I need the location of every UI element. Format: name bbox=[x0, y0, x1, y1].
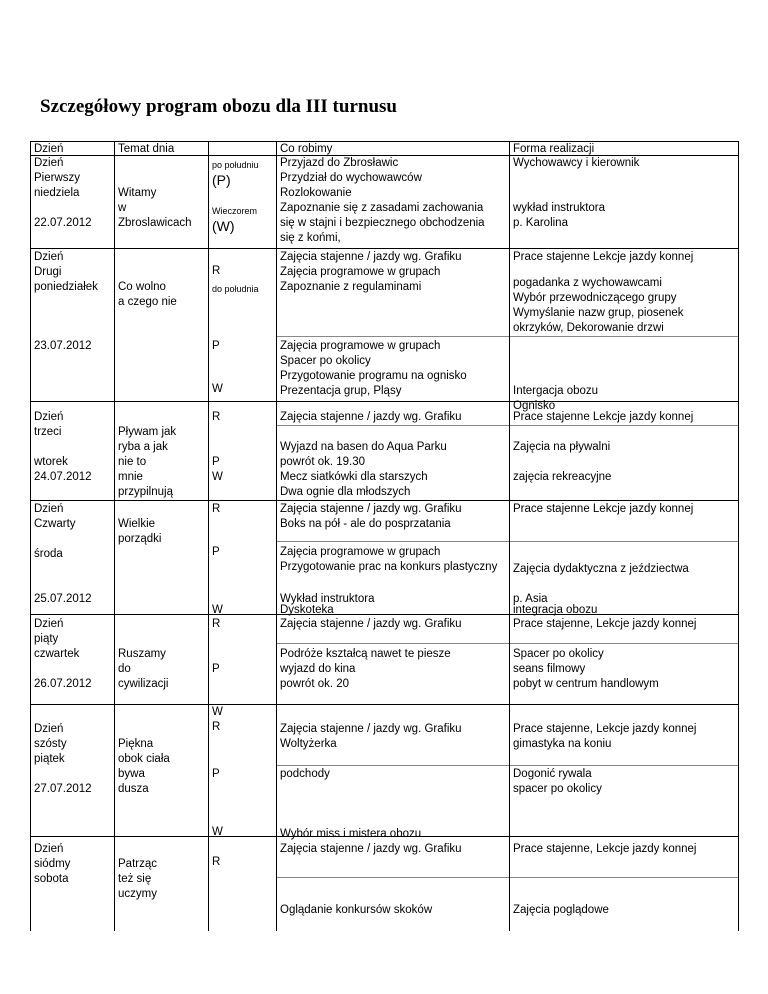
column-border bbox=[276, 141, 277, 931]
activity: Przyjazd do Zbrosławic bbox=[280, 157, 399, 169]
session-code: W bbox=[212, 826, 223, 838]
activity: podchody bbox=[280, 768, 330, 780]
activity: Podróże kształcą nawet te piesze bbox=[280, 648, 451, 660]
date: 26.07.2012 bbox=[34, 678, 92, 690]
topic-line: Wielkie bbox=[118, 518, 156, 530]
day-label: Dzień bbox=[34, 411, 64, 423]
session-code: R bbox=[212, 856, 221, 868]
form: Zajęcia na pływalni bbox=[513, 441, 611, 453]
form: Prace stajenne Lekcje jazdy konnej bbox=[513, 411, 694, 423]
session-label: po południu bbox=[212, 160, 259, 170]
day-label: Dzień bbox=[34, 251, 64, 263]
day-name: Drugi bbox=[34, 266, 62, 278]
activity: Zajęcia stajenne / jazdy wg. Grafiku bbox=[280, 411, 462, 423]
row-separator bbox=[30, 401, 739, 402]
session-code: R bbox=[212, 618, 221, 630]
activity: Woltyżerka bbox=[280, 738, 337, 750]
subrow-line bbox=[276, 877, 739, 878]
session-code: P bbox=[212, 663, 220, 675]
day-label: Dzień bbox=[34, 157, 64, 169]
session-code: R bbox=[212, 721, 221, 733]
form: zajęcia rekreacyjne bbox=[513, 471, 612, 483]
form: Wychowawcy i kierownik bbox=[513, 157, 640, 169]
column-border bbox=[114, 141, 115, 931]
day-name: szósty bbox=[34, 738, 67, 750]
session-code: W bbox=[212, 706, 223, 718]
form: p. Karolina bbox=[513, 217, 568, 229]
activity: Zajęcia programowe w grupach bbox=[280, 340, 441, 352]
column-border bbox=[509, 141, 510, 931]
date: 23.07.2012 bbox=[34, 340, 92, 352]
row-separator bbox=[30, 614, 739, 615]
activity: Prezentacja grup, Pląsy bbox=[280, 385, 402, 397]
topic-line: obok ciała bbox=[118, 753, 170, 765]
activity: Rozlokowanie bbox=[280, 187, 352, 199]
form: Zajęcia dydaktyczna z jeździectwa bbox=[513, 563, 689, 575]
column-border bbox=[208, 141, 209, 931]
activity: Wybór miss i mistera obozu bbox=[280, 828, 422, 840]
form: Ognisko bbox=[513, 400, 556, 412]
day-label: Dzień bbox=[34, 843, 64, 855]
activity: Przygotowanie programu na ognisko bbox=[280, 370, 467, 382]
topic-line: uczymy bbox=[118, 888, 157, 900]
form: Dogonić rywala bbox=[513, 768, 592, 780]
activity: Dwa ognie dla młodszych bbox=[280, 486, 411, 498]
date: 22.07.2012 bbox=[34, 217, 92, 229]
row-separator bbox=[30, 704, 739, 705]
session-code: R bbox=[212, 503, 221, 515]
subrow-line bbox=[276, 765, 739, 766]
topic-line: do bbox=[118, 663, 131, 675]
topic-line: Zbroslawicach bbox=[118, 217, 192, 229]
weekday: środa bbox=[34, 548, 63, 560]
session-code: P bbox=[212, 456, 220, 468]
subrow-line bbox=[276, 336, 739, 337]
weekday: niedziela bbox=[34, 187, 80, 199]
day-label: Dzień bbox=[34, 723, 64, 735]
topic-line: Pływam jak bbox=[118, 426, 177, 438]
activity: Zajęcia stajenne / jazdy wg. Grafiku bbox=[280, 503, 462, 515]
form: Prace stajenne Lekcje jazdy konnej bbox=[513, 251, 694, 263]
topic-line: a czego nie bbox=[118, 296, 177, 308]
session-code: W bbox=[212, 471, 223, 483]
activity: Przygotowanie prac na konkurs plastyczny bbox=[280, 561, 498, 573]
form: okrzyków, Dekorowanie drzwi bbox=[513, 322, 664, 334]
form: spacer po okolicy bbox=[513, 783, 602, 795]
topic-line: Ruszamy bbox=[118, 648, 166, 660]
session-code: R bbox=[212, 265, 221, 277]
weekday: czwartek bbox=[34, 648, 80, 660]
form: Wymyślanie nazw grup, piosenek bbox=[513, 307, 684, 319]
form: Intergacja obozu bbox=[513, 385, 599, 397]
activity: Zajęcia stajenne / jazdy wg. Grafiku bbox=[280, 251, 462, 263]
session-code: P bbox=[212, 340, 220, 352]
session-code: (P) bbox=[212, 172, 231, 188]
row-separator bbox=[30, 500, 739, 501]
activity: Zapoznanie z regulaminami bbox=[280, 281, 422, 293]
topic-line: Piękna bbox=[118, 738, 154, 750]
date: 27.07.2012 bbox=[34, 783, 92, 795]
day-name: siódmy bbox=[34, 858, 71, 870]
topic-line: Patrząc bbox=[118, 858, 157, 870]
form: Prace stajenne, Lekcje jazdy konnej bbox=[513, 843, 697, 855]
activity: Spacer po okolicy bbox=[280, 355, 371, 367]
session-code: (W) bbox=[212, 218, 235, 234]
activity: się z końmi, bbox=[280, 232, 341, 244]
activity: Mecz siatkówki dla starszych bbox=[280, 471, 428, 483]
activity: Dyskoteka bbox=[280, 604, 334, 616]
weekday: piątek bbox=[34, 753, 65, 765]
topic-line: bywa bbox=[118, 768, 145, 780]
activity: Boks na pół - ale do posprzatania bbox=[280, 518, 451, 530]
activity: Zajęcia stajenne / jazdy wg. Grafiku bbox=[280, 723, 462, 735]
topic-line: dusza bbox=[118, 783, 149, 795]
topic-line: przypilnują bbox=[118, 486, 173, 498]
topic-line: cywilizacji bbox=[118, 678, 169, 690]
date: 24.07.2012 bbox=[34, 471, 92, 483]
header-form: Forma realizacji bbox=[513, 143, 595, 155]
form: Prace stajenne, Lekcje jazdy konnej bbox=[513, 618, 697, 630]
activity: Oglądanie konkursów skoków bbox=[280, 904, 433, 916]
activity: Zajęcia stajenne / jazdy wg. Grafiku bbox=[280, 843, 462, 855]
topic-line: też się bbox=[118, 873, 152, 885]
form: Prace stajenne Lekcje jazdy konnej bbox=[513, 503, 694, 515]
topic-line: w bbox=[118, 202, 127, 214]
day-name: piąty bbox=[34, 633, 59, 645]
form: Zajęcia poglądowe bbox=[513, 904, 609, 916]
topic-line: mnie bbox=[118, 471, 143, 483]
page-title: Szczegółowy program obozu dla III turnusu bbox=[40, 96, 397, 117]
subrow-line bbox=[276, 541, 739, 542]
subrow-line bbox=[276, 425, 739, 426]
form: pobyt w centrum handlowym bbox=[513, 678, 659, 690]
date: 25.07.2012 bbox=[34, 593, 92, 605]
day-name: Czwarty bbox=[34, 518, 76, 530]
topic-line: ryba a jak bbox=[118, 441, 168, 453]
activity: Wykład instruktora bbox=[280, 593, 375, 605]
column-border bbox=[30, 141, 31, 931]
topic-line: Co wolno bbox=[118, 281, 166, 293]
form: Spacer po okolicy bbox=[513, 648, 604, 660]
session-code: W bbox=[212, 604, 223, 616]
weekday: poniedziałek bbox=[34, 281, 98, 293]
activity: Przydział do wychowawców bbox=[280, 172, 422, 184]
session-code: P bbox=[212, 768, 220, 780]
day-name: Pierwszy bbox=[34, 172, 81, 184]
header-day: Dzień bbox=[34, 143, 64, 155]
form: p. Asia bbox=[513, 593, 548, 605]
activity: wyjazd do kina bbox=[280, 663, 356, 675]
activity: Zajęcia programowe w grupach bbox=[280, 266, 441, 278]
header-topic: Temat dnia bbox=[118, 143, 175, 155]
activity: Zajęcia stajenne / jazdy wg. Grafiku bbox=[280, 618, 462, 630]
form: wykład instruktora bbox=[513, 202, 606, 214]
form: seans filmowy bbox=[513, 663, 586, 675]
form: Prace stajenne, Lekcje jazdy konnej bbox=[513, 723, 697, 735]
form: gimastyka na koniu bbox=[513, 738, 612, 750]
subrow-line bbox=[276, 643, 739, 644]
column-border bbox=[738, 141, 739, 931]
activity: Wyjazd na basen do Aqua Parku bbox=[280, 441, 447, 453]
form: integracja obozu bbox=[513, 604, 598, 616]
activity: powrót ok. 19.30 bbox=[280, 456, 366, 468]
day-label: Dzień bbox=[34, 503, 64, 515]
form: Wybór przewodniczącego grupy bbox=[513, 292, 677, 304]
topic-line: Witamy bbox=[118, 187, 157, 199]
day-name: trzeci bbox=[34, 426, 62, 438]
row-separator bbox=[30, 248, 739, 249]
header-what: Co robimy bbox=[280, 143, 333, 155]
session-code: R bbox=[212, 411, 221, 423]
activity: Zapoznanie się z zasadami zachowania bbox=[280, 202, 484, 214]
topic-line: nie to bbox=[118, 456, 147, 468]
weekday: sobota bbox=[34, 873, 69, 885]
session-code: P bbox=[212, 546, 220, 558]
session-label: do południa bbox=[212, 284, 259, 294]
activity: powrót ok. 20 bbox=[280, 678, 350, 690]
activity: się w stajni i bezpiecznego obchodzenia bbox=[280, 217, 485, 229]
session-label: Wieczorem bbox=[212, 206, 258, 216]
weekday: wtorek bbox=[34, 456, 68, 468]
activity: Zajęcia programowe w grupach bbox=[280, 546, 441, 558]
topic-line: porządki bbox=[118, 533, 162, 545]
session-code: W bbox=[212, 383, 223, 395]
form: pogadanka z wychowawcami bbox=[513, 277, 662, 289]
day-label: Dzień bbox=[34, 618, 64, 630]
